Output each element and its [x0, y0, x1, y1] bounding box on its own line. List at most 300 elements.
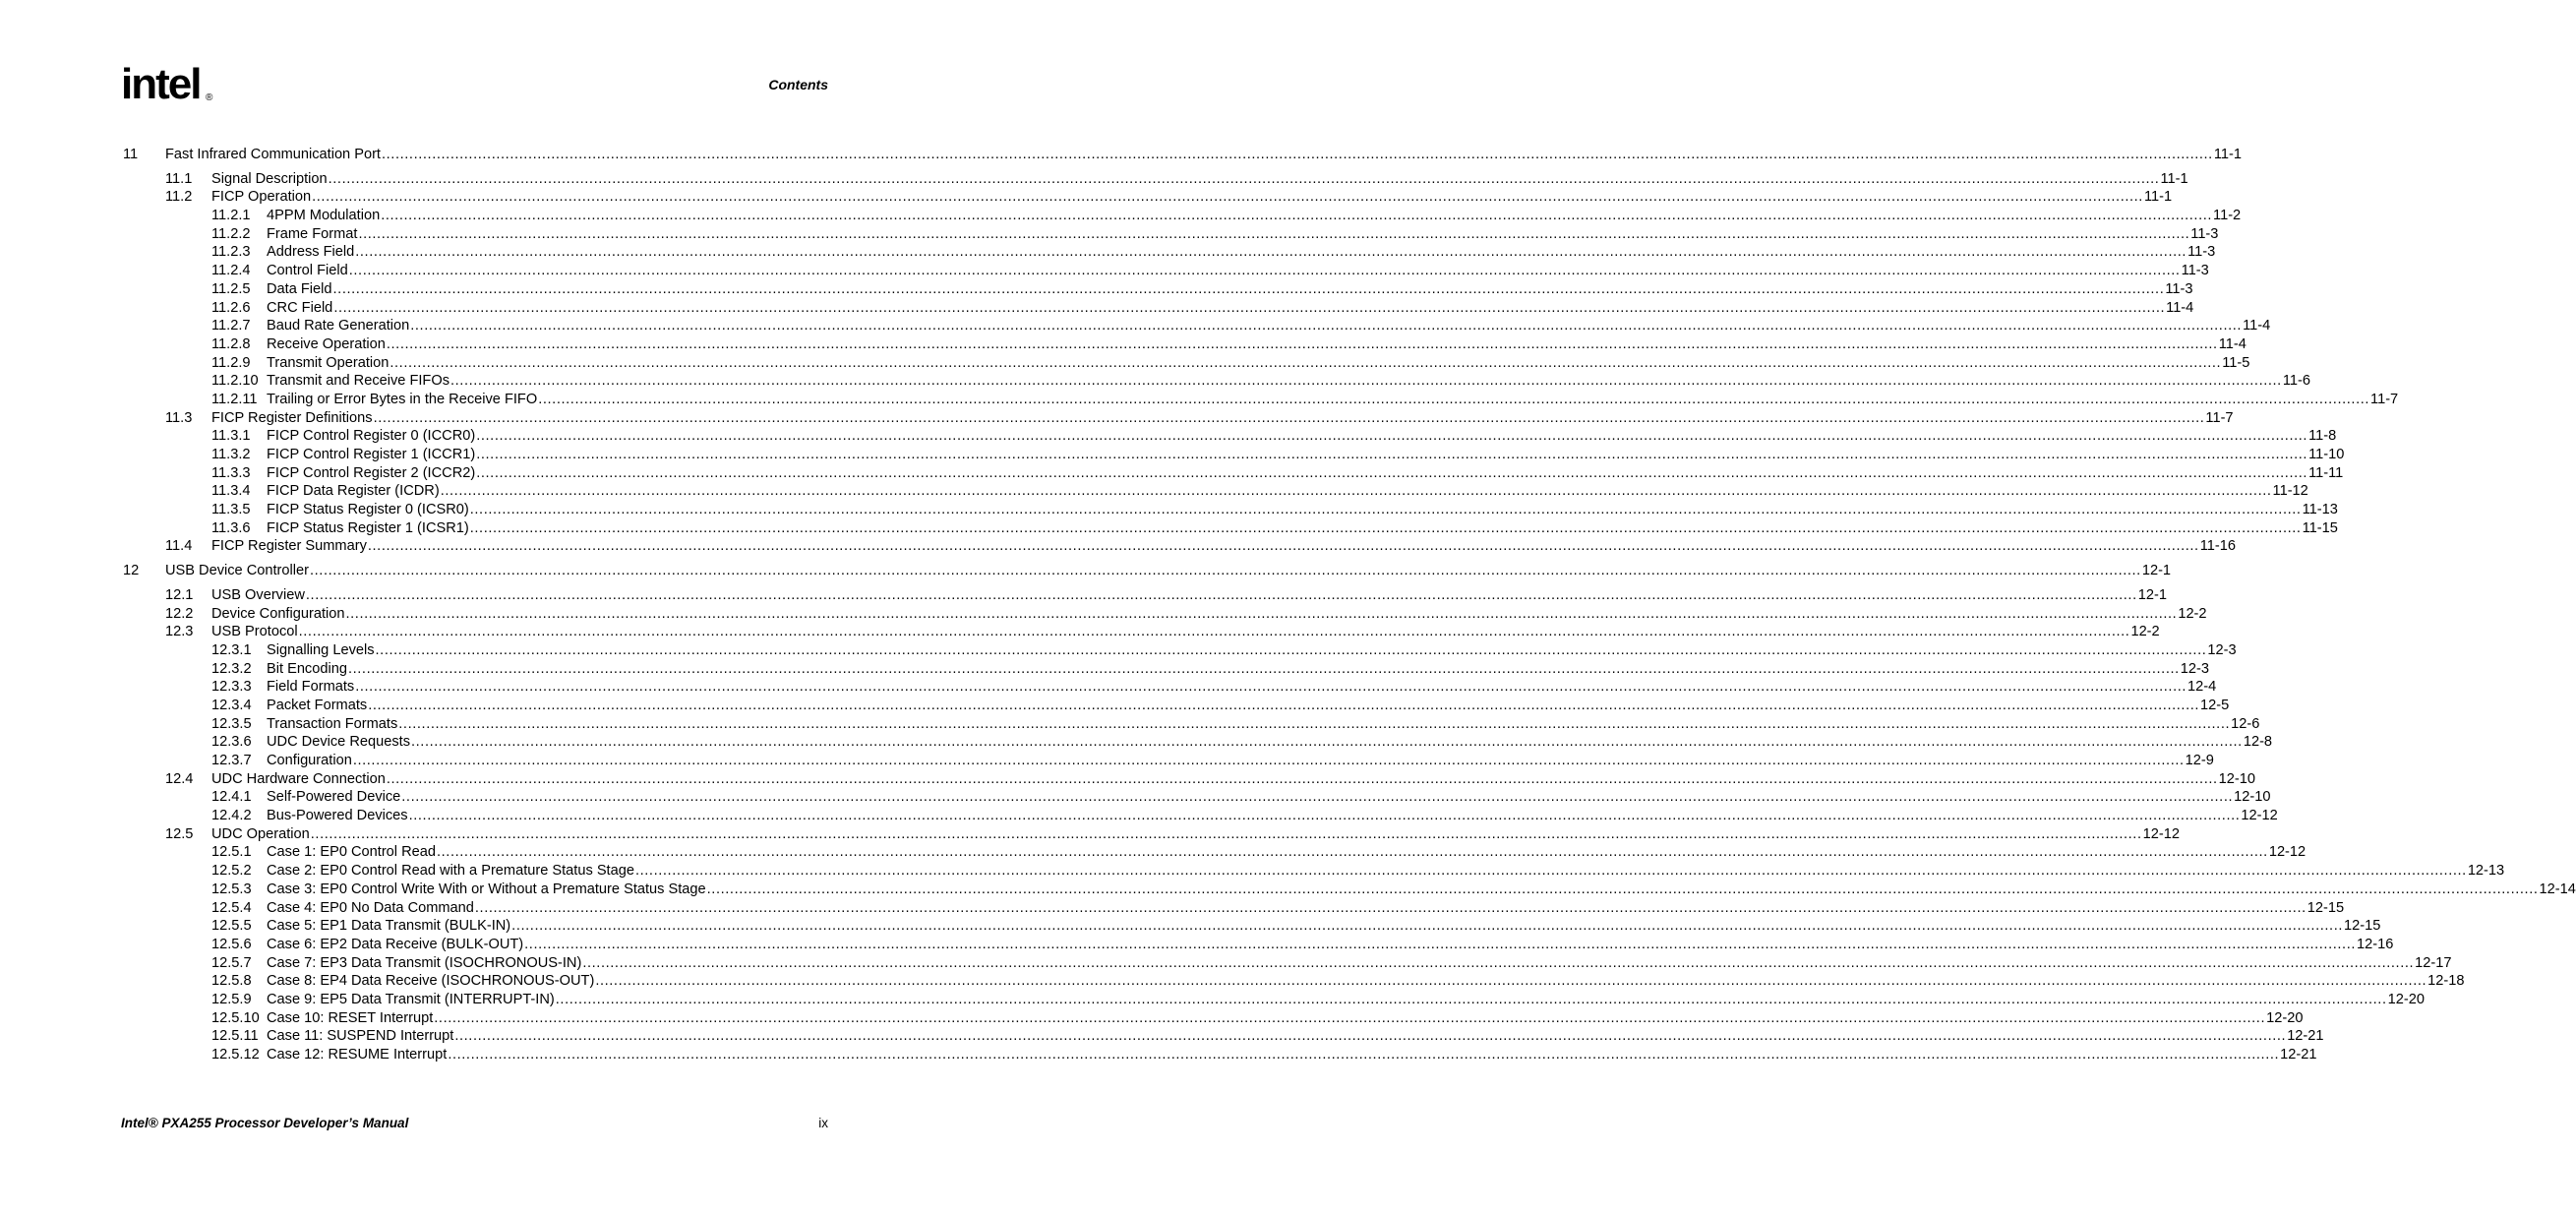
toc-leader-dots: ................................................................................................................................................................................................................................................................................................................................................................................................................	[382, 147, 2213, 162]
toc-entry[interactable]	[0, 225, 2219, 244]
toc-entry-page: 11-5	[2222, 354, 2250, 371]
toc-leader-dots: ................................................................................................................................................................................................................................................................................................................................................................................................................	[476, 464, 2308, 481]
toc-entry-page: 12-9	[2185, 753, 2214, 768]
toc-leader-dots: ................................................................................................................................................................................................................................................................................................................................................................................................................	[332, 280, 2165, 297]
toc-entry[interactable]	[0, 899, 2345, 918]
toc-entry-page: 11-4	[2166, 299, 2194, 316]
toc-entry-line	[267, 899, 2345, 918]
toc-leader-dots: ................................................................................................................................................................................................................................................................................................................................................................................................................	[398, 715, 2231, 732]
toc-entry-number: 12.3.6	[211, 734, 252, 751]
toc-entry-number: 11.2.3	[211, 244, 251, 261]
toc-entry[interactable]	[0, 936, 2394, 954]
toc-leader-dots: ................................................................................................................................................................................................................................................................................................................................................................................................................	[448, 1047, 2280, 1063]
toc-entry-title: Case 6: EP2 Data Receive (BULK-OUT)	[267, 936, 524, 952]
toc-entry-line	[267, 207, 2242, 225]
toc-entry-page: 11-11	[2308, 464, 2344, 481]
toc-entry-title: UDC Hardware Connection	[211, 770, 386, 787]
toc-entry-page: 11-7	[2370, 391, 2399, 407]
toc-entry-line	[267, 335, 2247, 354]
toc-entry-line	[267, 788, 2271, 807]
toc-entry-page: 12-20	[2266, 1009, 2304, 1026]
toc-entry-page: 11-8	[2308, 428, 2337, 445]
toc-entry-number: 12.3	[165, 624, 194, 640]
toc-entry[interactable]	[0, 207, 2242, 225]
toc-leader-dots: ................................................................................................................................................................................................................................................................................................................................................................................................................	[410, 318, 2243, 334]
toc-entry-page: 12-21	[2280, 1047, 2317, 1063]
toc-entry-line	[211, 605, 2207, 624]
toc-leader-dots: ................................................................................................................................................................................................................................................................................................................................................................................................................	[358, 225, 2190, 242]
toc-leader-dots: ................................................................................................................................................................................................................................................................................................................................................................................................................	[555, 991, 2387, 1007]
toc-entry-line	[267, 1009, 2304, 1028]
toc-entry[interactable]	[0, 825, 2180, 844]
toc-leader-dots: ................................................................................................................................................................................................................................................................................................................................................................................................................	[355, 679, 2187, 696]
toc-entry[interactable]	[0, 770, 2255, 789]
toc-entry-title: Case 3: EP0 Control Write With or Without a Premature Status Stage	[267, 881, 706, 897]
toc-entry-line	[267, 733, 2273, 752]
toc-entry-line	[267, 972, 2465, 991]
toc-entry[interactable]	[0, 317, 2271, 335]
toc-entry-title: Field Formats	[267, 679, 355, 696]
toc-entry[interactable]	[0, 446, 2345, 464]
toc-entry[interactable]	[0, 697, 2230, 715]
toc-entry-page: 12-12	[2241, 808, 2278, 824]
toc-entry-line	[211, 586, 2167, 605]
toc-leader-dots: ................................................................................................................................................................................................................................................................................................................................................................................................................	[434, 1009, 2266, 1026]
toc-entry-number: 11.3.5	[211, 502, 251, 518]
toc-leader-dots: ................................................................................................................................................................................................................................................................................................................................................................................................................	[355, 244, 2187, 261]
toc-entry-line	[267, 881, 2576, 899]
toc-entry-page: 11-3	[2190, 225, 2219, 242]
toc-entry-title: Case 11: SUSPEND Interrupt	[267, 1028, 454, 1045]
toc-entry-number: 11.2.1	[211, 208, 251, 224]
toc-entry-page: 12-15	[2306, 899, 2345, 916]
toc-entry-number: 12.5.2	[211, 863, 252, 880]
toc-entry-page: 12-4	[2187, 679, 2217, 696]
toc-entry[interactable]	[0, 170, 2188, 189]
toc-entry-number: 12	[123, 563, 140, 579]
toc-entry-page: 12-3	[2207, 641, 2237, 658]
toc-entry-title: Fast Infrared Communication Port	[165, 147, 381, 162]
toc-entry-line	[267, 262, 2209, 280]
toc-entry-page: 11-7	[2205, 409, 2234, 426]
toc-leader-dots: ................................................................................................................................................................................................................................................................................................................................................................................................................	[524, 936, 2356, 952]
toc-entry-line	[267, 641, 2237, 660]
toc-entry[interactable]	[0, 678, 2217, 697]
toc-entry-title: Baud Rate Generation	[267, 318, 410, 334]
toc-entry-title: FICP Register Definitions	[211, 409, 373, 426]
toc-entry-line	[267, 446, 2345, 464]
toc-entry[interactable]	[0, 843, 2306, 862]
toc-entry-number: 12.4	[165, 770, 194, 787]
logo-registered-mark: ®	[206, 92, 213, 103]
toc-entry-page: 11-4	[2243, 318, 2271, 334]
toc-entry-page: 12-1	[2137, 586, 2167, 603]
toc-entry-title: USB Overview	[211, 586, 305, 603]
toc-entry-number: 12.5.12	[211, 1047, 260, 1063]
toc-entry-number: 11.3	[165, 409, 193, 426]
toc-leader-dots: ................................................................................................................................................................................................................................................................................................................................................................................................................	[368, 697, 2200, 713]
toc-entry-title: Transmit Operation	[267, 354, 389, 371]
toc-entry[interactable]	[0, 537, 2236, 556]
toc-entry-number: 11.3.3	[211, 464, 251, 481]
toc-leader-dots: ................................................................................................................................................................................................................................................................................................................................................................................................................	[454, 1028, 2287, 1045]
toc-entry[interactable]	[0, 464, 2344, 483]
toc-entry[interactable]	[0, 660, 2210, 679]
toc-entry-number: 12.5.1	[211, 844, 252, 861]
toc-entry-page: 11-13	[2302, 502, 2338, 518]
toc-entry-number: 11.2.10	[211, 373, 259, 390]
toc-entry-title: Data Field	[267, 280, 332, 297]
toc-entry[interactable]	[0, 715, 2260, 734]
toc-entry[interactable]	[0, 354, 2250, 373]
toc-entry[interactable]	[0, 562, 2172, 580]
toc-entry-number: 12.5	[165, 825, 194, 842]
logo-wordmark: intel	[121, 60, 201, 108]
toc-entry-title: Trailing or Error Bytes in the Receive FIFO	[267, 391, 538, 407]
toc-entry-title: FICP Control Register 0 (ICCR0)	[267, 428, 476, 445]
toc-entry[interactable]	[0, 243, 2216, 262]
toc-entry[interactable]	[0, 605, 2207, 624]
toc-entry-line	[211, 770, 2255, 789]
toc-entry-title: Case 12: RESUME Interrupt	[267, 1047, 448, 1063]
toc-entry-title: Bit Encoding	[267, 660, 347, 677]
toc-entry-number: 12.4.2	[211, 808, 252, 824]
toc-entry-page: 12-2	[2130, 624, 2160, 640]
toc-entry[interactable]	[0, 807, 2278, 825]
toc-entry[interactable]	[0, 482, 2308, 501]
toc-leader-dots: ................................................................................................................................................................................................................................................................................................................................................................................................................	[389, 354, 2222, 371]
toc-entry-title: Case 7: EP3 Data Transmit (ISOCHRONOUS-IN)	[267, 954, 582, 971]
toc-entry-line	[211, 170, 2188, 189]
toc-leader-dots: ................................................................................................................................................................................................................................................................................................................................................................................................................	[538, 391, 2370, 407]
toc-entry-title: USB Protocol	[211, 624, 298, 640]
toc-entry[interactable]	[0, 1027, 2324, 1046]
toc-entry-page: 11-3	[2187, 244, 2216, 261]
toc-entry-page: 11-12	[2272, 483, 2308, 500]
toc-entry-page: 12-10	[2234, 789, 2271, 806]
toc-leader-dots: ................................................................................................................................................................................................................................................................................................................................................................................................................	[305, 586, 2137, 603]
toc-entry-line	[267, 354, 2250, 373]
toc-entry[interactable]	[0, 391, 2399, 409]
toc-leader-dots: ................................................................................................................................................................................................................................................................................................................................................................................................................	[440, 483, 2272, 500]
toc-entry-page: 12-16	[2357, 936, 2394, 952]
toc-entry-title: Receive Operation	[267, 335, 386, 352]
toc-entry-page: 11-1	[2213, 147, 2242, 162]
toc-leader-dots: ................................................................................................................................................................................................................................................................................................................................................................................................................	[386, 770, 2218, 787]
toc-entry-page: 11-3	[2181, 263, 2209, 279]
toc-entry-title: Case 8: EP4 Data Receive (ISOCHRONOUS-OUT)	[267, 973, 595, 990]
toc-entry-page: 11-16	[2199, 538, 2236, 555]
toc-leader-dots: ................................................................................................................................................................................................................................................................................................................................................................................................................	[310, 825, 2142, 842]
toc-leader-dots: ................................................................................................................................................................................................................................................................................................................................................................................................................	[706, 881, 2539, 897]
toc-entry-number: 11.2.8	[211, 335, 251, 352]
toc-entry-number: 11.3.6	[211, 519, 251, 536]
toc-entry-number: 11.2.2	[211, 225, 251, 242]
toc-leader-dots: ................................................................................................................................................................................................................................................................................................................................................................................................................	[312, 189, 2143, 206]
toc-entry[interactable]	[0, 752, 2214, 770]
toc-entry-line	[267, 660, 2210, 679]
toc-entry-number: 12.3.2	[211, 660, 252, 677]
toc-entry[interactable]	[0, 335, 2247, 354]
toc-entry-title: USB Device Controller	[165, 563, 309, 579]
toc-entry-number: 12.5.7	[211, 954, 252, 971]
toc-entry-line	[267, 715, 2260, 734]
toc-entry[interactable]	[0, 1009, 2304, 1028]
toc-leader-dots: ................................................................................................................................................................................................................................................................................................................................................................................................................	[348, 263, 2181, 279]
toc-entry-page: 12-17	[2415, 954, 2452, 971]
toc-leader-dots: ................................................................................................................................................................................................................................................................................................................................................................................................................	[333, 299, 2166, 316]
toc-entry-title: UDC Operation	[211, 825, 310, 842]
toc-entry-number: 12.3.3	[211, 679, 252, 696]
toc-entry[interactable]	[0, 427, 2337, 446]
toc-leader-dots: ................................................................................................................................................................................................................................................................................................................................................................................................................	[595, 973, 2427, 990]
toc-leader-dots: ................................................................................................................................................................................................................................................................................................................................................................................................................	[381, 208, 2213, 224]
toc-leader-dots: ................................................................................................................................................................................................................................................................................................................................................................................................................	[310, 563, 2141, 579]
toc-entry-number: 11.2.5	[211, 280, 251, 297]
toc-entry-page: 12-10	[2218, 770, 2255, 787]
toc-entry-line	[267, 519, 2338, 538]
toc-entry-page: 12-13	[2467, 863, 2505, 880]
toc-entry-page: 12-18	[2427, 973, 2465, 990]
toc-entry-line	[267, 225, 2219, 244]
toc-entry-page: 11-15	[2302, 519, 2338, 536]
toc-entry-number: 12.3.7	[211, 753, 252, 768]
toc-entry-number: 12.5.6	[211, 936, 252, 952]
toc-leader-dots: ................................................................................................................................................................................................................................................................................................................................................................................................................	[345, 605, 2178, 622]
toc-entry[interactable]	[0, 991, 2425, 1009]
toc-entry-title: Transmit and Receive FIFOs	[267, 373, 449, 390]
toc-entry-title: UDC Device Requests	[267, 734, 410, 751]
toc-entry-title: Configuration	[267, 753, 352, 768]
toc-entry-number: 11.2	[165, 189, 193, 206]
toc-leader-dots: ................................................................................................................................................................................................................................................................................................................................................................................................................	[411, 734, 2243, 751]
toc-leader-dots: ................................................................................................................................................................................................................................................................................................................................................................................................................	[476, 447, 2308, 462]
toc-entry-page: 12-2	[2178, 605, 2207, 622]
toc-entry-line	[211, 825, 2180, 844]
toc-entry-line	[267, 427, 2337, 446]
toc-leader-dots: ................................................................................................................................................................................................................................................................................................................................................................................................................	[347, 660, 2180, 677]
toc-entry-page: 12-5	[2200, 697, 2230, 713]
toc-entry-line	[267, 862, 2505, 881]
toc-entry-number: 12.3.1	[211, 641, 252, 658]
toc-entry-line	[211, 623, 2160, 641]
toc-leader-dots: ................................................................................................................................................................................................................................................................................................................................................................................................................	[375, 641, 2207, 658]
toc-entry[interactable]	[0, 262, 2209, 280]
toc-entry-title: FICP Data Register (ICDR)	[267, 483, 440, 500]
toc-entry-line	[267, 317, 2271, 335]
toc-entry-number: 12.2	[165, 605, 194, 622]
toc-entry-number: 11.2.9	[211, 354, 251, 371]
toc-entry-line	[267, 678, 2217, 697]
toc-entry-title: FICP Status Register 0 (ICSR0)	[267, 502, 469, 518]
toc-entry-title: FICP Control Register 1 (ICCR1)	[267, 447, 476, 462]
toc-entry[interactable]	[0, 881, 2576, 899]
toc-entry-title: Packet Formats	[267, 697, 368, 713]
toc-leader-dots: ................................................................................................................................................................................................................................................................................................................................................................................................................	[408, 808, 2241, 824]
toc-leader-dots: ................................................................................................................................................................................................................................................................................................................................................................................................................	[367, 538, 2199, 555]
toc-entry-title: Case 2: EP0 Control Read with a Premature Status Stage	[267, 863, 634, 880]
toc-entry-number: 12.3.5	[211, 715, 252, 732]
toc-entry-number: 11.3.1	[211, 428, 251, 445]
toc-entry-page: 12-3	[2180, 660, 2210, 677]
toc-entry-number: 11.4	[165, 538, 193, 555]
toc-entry-page: 12-14	[2539, 881, 2576, 897]
toc-entry-number: 11.3.2	[211, 447, 251, 462]
toc-entry-line	[267, 501, 2338, 519]
toc-entry-line	[267, 807, 2278, 825]
toc-entry-number: 11.2.6	[211, 299, 251, 316]
toc-leader-dots: ................................................................................................................................................................................................................................................................................................................................................................................................................	[352, 753, 2185, 768]
toc-entry-line	[211, 537, 2236, 556]
toc-entry[interactable]	[0, 1046, 2317, 1064]
toc-entry-line	[267, 243, 2216, 262]
toc-entry-page: 11-3	[2165, 280, 2193, 297]
toc-entry[interactable]	[0, 188, 2173, 207]
toc-entry[interactable]	[0, 972, 2465, 991]
toc-entry-page: 12-8	[2243, 734, 2273, 751]
footer-title: Intel® PXA255 Processor Developer’s Manual	[121, 1116, 409, 1130]
toc-leader-dots: ................................................................................................................................................................................................................................................................................................................................................................................................................	[298, 624, 2130, 640]
toc-entry-line	[267, 752, 2214, 770]
toc-leader-dots: ................................................................................................................................................................................................................................................................................................................................................................................................................	[436, 844, 2268, 861]
toc-entry-line	[267, 954, 2452, 973]
toc-entry-title: Case 4: EP0 No Data Command	[267, 899, 474, 916]
toc-entry-title: FICP Register Summary	[211, 538, 367, 555]
toc-entry-page: 11-1	[2143, 189, 2173, 206]
toc-entry-line	[165, 562, 2172, 580]
toc-entry[interactable]	[0, 501, 2338, 519]
toc-entry-title: Case 1: EP0 Control Read	[267, 844, 436, 861]
toc-entry-line	[211, 409, 2234, 428]
toc-leader-dots: ................................................................................................................................................................................................................................................................................................................................................................................................................	[582, 954, 2415, 971]
toc-entry-title: Control Field	[267, 263, 348, 279]
toc-leader-dots: ................................................................................................................................................................................................................................................................................................................................................................................................................	[401, 789, 2234, 806]
toc-entry-number: 11.2.7	[211, 318, 251, 334]
toc-entry-title: Frame Format	[267, 225, 358, 242]
toc-entry[interactable]	[0, 299, 2194, 318]
toc-entry-number: 11.2.4	[211, 263, 251, 279]
intel-logo	[121, 61, 219, 110]
toc-entry-title: Case 9: EP5 Data Transmit (INTERRUPT-IN)	[267, 991, 555, 1007]
toc-entry-line	[267, 697, 2230, 715]
toc-entry-number: 11	[123, 147, 139, 162]
toc-entry-page: 11-1	[2160, 170, 2188, 187]
table-of-contents	[0, 146, 2576, 1064]
toc-entry-number: 12.5.9	[211, 991, 252, 1007]
toc-entry-line	[267, 936, 2394, 954]
header-title: Contents	[768, 77, 828, 92]
toc-entry-title: FICP Status Register 1 (ICSR1)	[267, 519, 469, 536]
toc-entry-number: 12.1	[165, 586, 194, 603]
toc-entry-title: FICP Operation	[211, 189, 312, 206]
toc-entry[interactable]	[0, 519, 2338, 538]
toc-leader-dots: ................................................................................................................................................................................................................................................................................................................................................................................................................	[474, 899, 2306, 916]
toc-leader-dots: ................................................................................................................................................................................................................................................................................................................................................................................................................	[634, 863, 2467, 880]
toc-leader-dots: ................................................................................................................................................................................................................................................................................................................................................................................................................	[328, 170, 2160, 187]
toc-entry[interactable]	[0, 409, 2234, 428]
toc-entry-page: 11-4	[2218, 335, 2247, 352]
toc-entry-page: 12-21	[2287, 1028, 2324, 1045]
toc-entry[interactable]	[0, 623, 2160, 641]
toc-entry-line	[267, 917, 2381, 936]
toc-entry-page: 11-10	[2308, 447, 2345, 462]
toc-entry[interactable]	[0, 917, 2381, 936]
toc-entry-line	[267, 464, 2344, 483]
toc-leader-dots: ................................................................................................................................................................................................................................................................................................................................................................................................................	[476, 428, 2308, 445]
toc-entry-number: 12.5.4	[211, 899, 252, 916]
toc-entry-line	[267, 280, 2193, 299]
toc-entry[interactable]	[0, 954, 2452, 973]
footer-page-number: ix	[818, 1116, 828, 1130]
toc-entry-title: Bus-Powered Devices	[267, 808, 408, 824]
toc-entry-page: 12-15	[2344, 918, 2381, 935]
toc-entry-number: 12.3.4	[211, 697, 252, 713]
toc-entry-number: 12.5.8	[211, 973, 252, 990]
toc-entry-number: 11.1	[165, 170, 193, 187]
toc-entry[interactable]	[0, 788, 2271, 807]
toc-entry-title: Address Field	[267, 244, 355, 261]
toc-entry[interactable]	[0, 372, 2310, 391]
toc-entry-title: CRC Field	[267, 299, 333, 316]
toc-entry-title: 4PPM Modulation	[267, 208, 381, 224]
toc-entry-title: Case 10: RESET Interrupt	[267, 1009, 434, 1026]
toc-entry-page: 11-2	[2213, 208, 2242, 224]
toc-entry-line	[267, 482, 2308, 501]
toc-leader-dots: ................................................................................................................................................................................................................................................................................................................................................................................................................	[373, 409, 2205, 426]
toc-entry-page: 12-1	[2141, 563, 2172, 579]
toc-entry-line	[267, 391, 2399, 409]
toc-entry-number: 12.5.5	[211, 918, 252, 935]
toc-entry-page: 11-6	[2282, 373, 2310, 390]
toc-entry-number: 11.3.4	[211, 483, 251, 500]
toc-leader-dots: ................................................................................................................................................................................................................................................................................................................................................................................................................	[469, 519, 2302, 536]
toc-entry-title: Self-Powered Device	[267, 789, 401, 806]
toc-entry[interactable]	[0, 280, 2193, 299]
toc-entry-page: 12-12	[2142, 825, 2180, 842]
toc-entry-number: 12.4.1	[211, 789, 252, 806]
toc-entry-title: Device Configuration	[211, 605, 345, 622]
toc-entry-number: 11.2.11	[211, 391, 258, 407]
toc-entry-line	[267, 1027, 2324, 1046]
toc-leader-dots: ................................................................................................................................................................................................................................................................................................................................................................................................................	[386, 335, 2218, 352]
toc-entry-line	[267, 991, 2425, 1009]
toc-entry-line	[267, 372, 2310, 391]
toc-entry-line	[267, 843, 2306, 862]
toc-entry-number: 12.5.11	[211, 1028, 259, 1045]
toc-entry-title: Signalling Levels	[267, 641, 375, 658]
toc-entry-title: Signal Description	[211, 170, 328, 187]
toc-entry-page: 12-6	[2231, 715, 2260, 732]
toc-entry-number: 12.5.3	[211, 881, 252, 897]
toc-entry-page: 12-20	[2387, 991, 2425, 1007]
toc-entry-line	[165, 146, 2242, 164]
toc-entry[interactable]	[0, 641, 2237, 660]
toc-leader-dots: ................................................................................................................................................................................................................................................................................................................................................................................................................	[450, 373, 2282, 390]
toc-entry[interactable]	[0, 146, 2242, 164]
toc-entry[interactable]	[0, 733, 2273, 752]
toc-entry[interactable]	[0, 586, 2167, 605]
toc-entry-line	[267, 299, 2194, 318]
toc-entry-title: FICP Control Register 2 (ICCR2)	[267, 464, 476, 481]
toc-entry-title: Transaction Formats	[267, 715, 398, 732]
toc-entry-number: 12.5.10	[211, 1009, 260, 1026]
toc-entry-title: Case 5: EP1 Data Transmit (BULK-IN)	[267, 918, 511, 935]
toc-entry-page: 12-12	[2268, 844, 2306, 861]
toc-leader-dots: ................................................................................................................................................................................................................................................................................................................................................................................................................	[511, 918, 2344, 935]
toc-entry-line	[267, 1046, 2317, 1064]
toc-entry[interactable]	[0, 862, 2505, 881]
toc-entry-line	[211, 188, 2173, 207]
